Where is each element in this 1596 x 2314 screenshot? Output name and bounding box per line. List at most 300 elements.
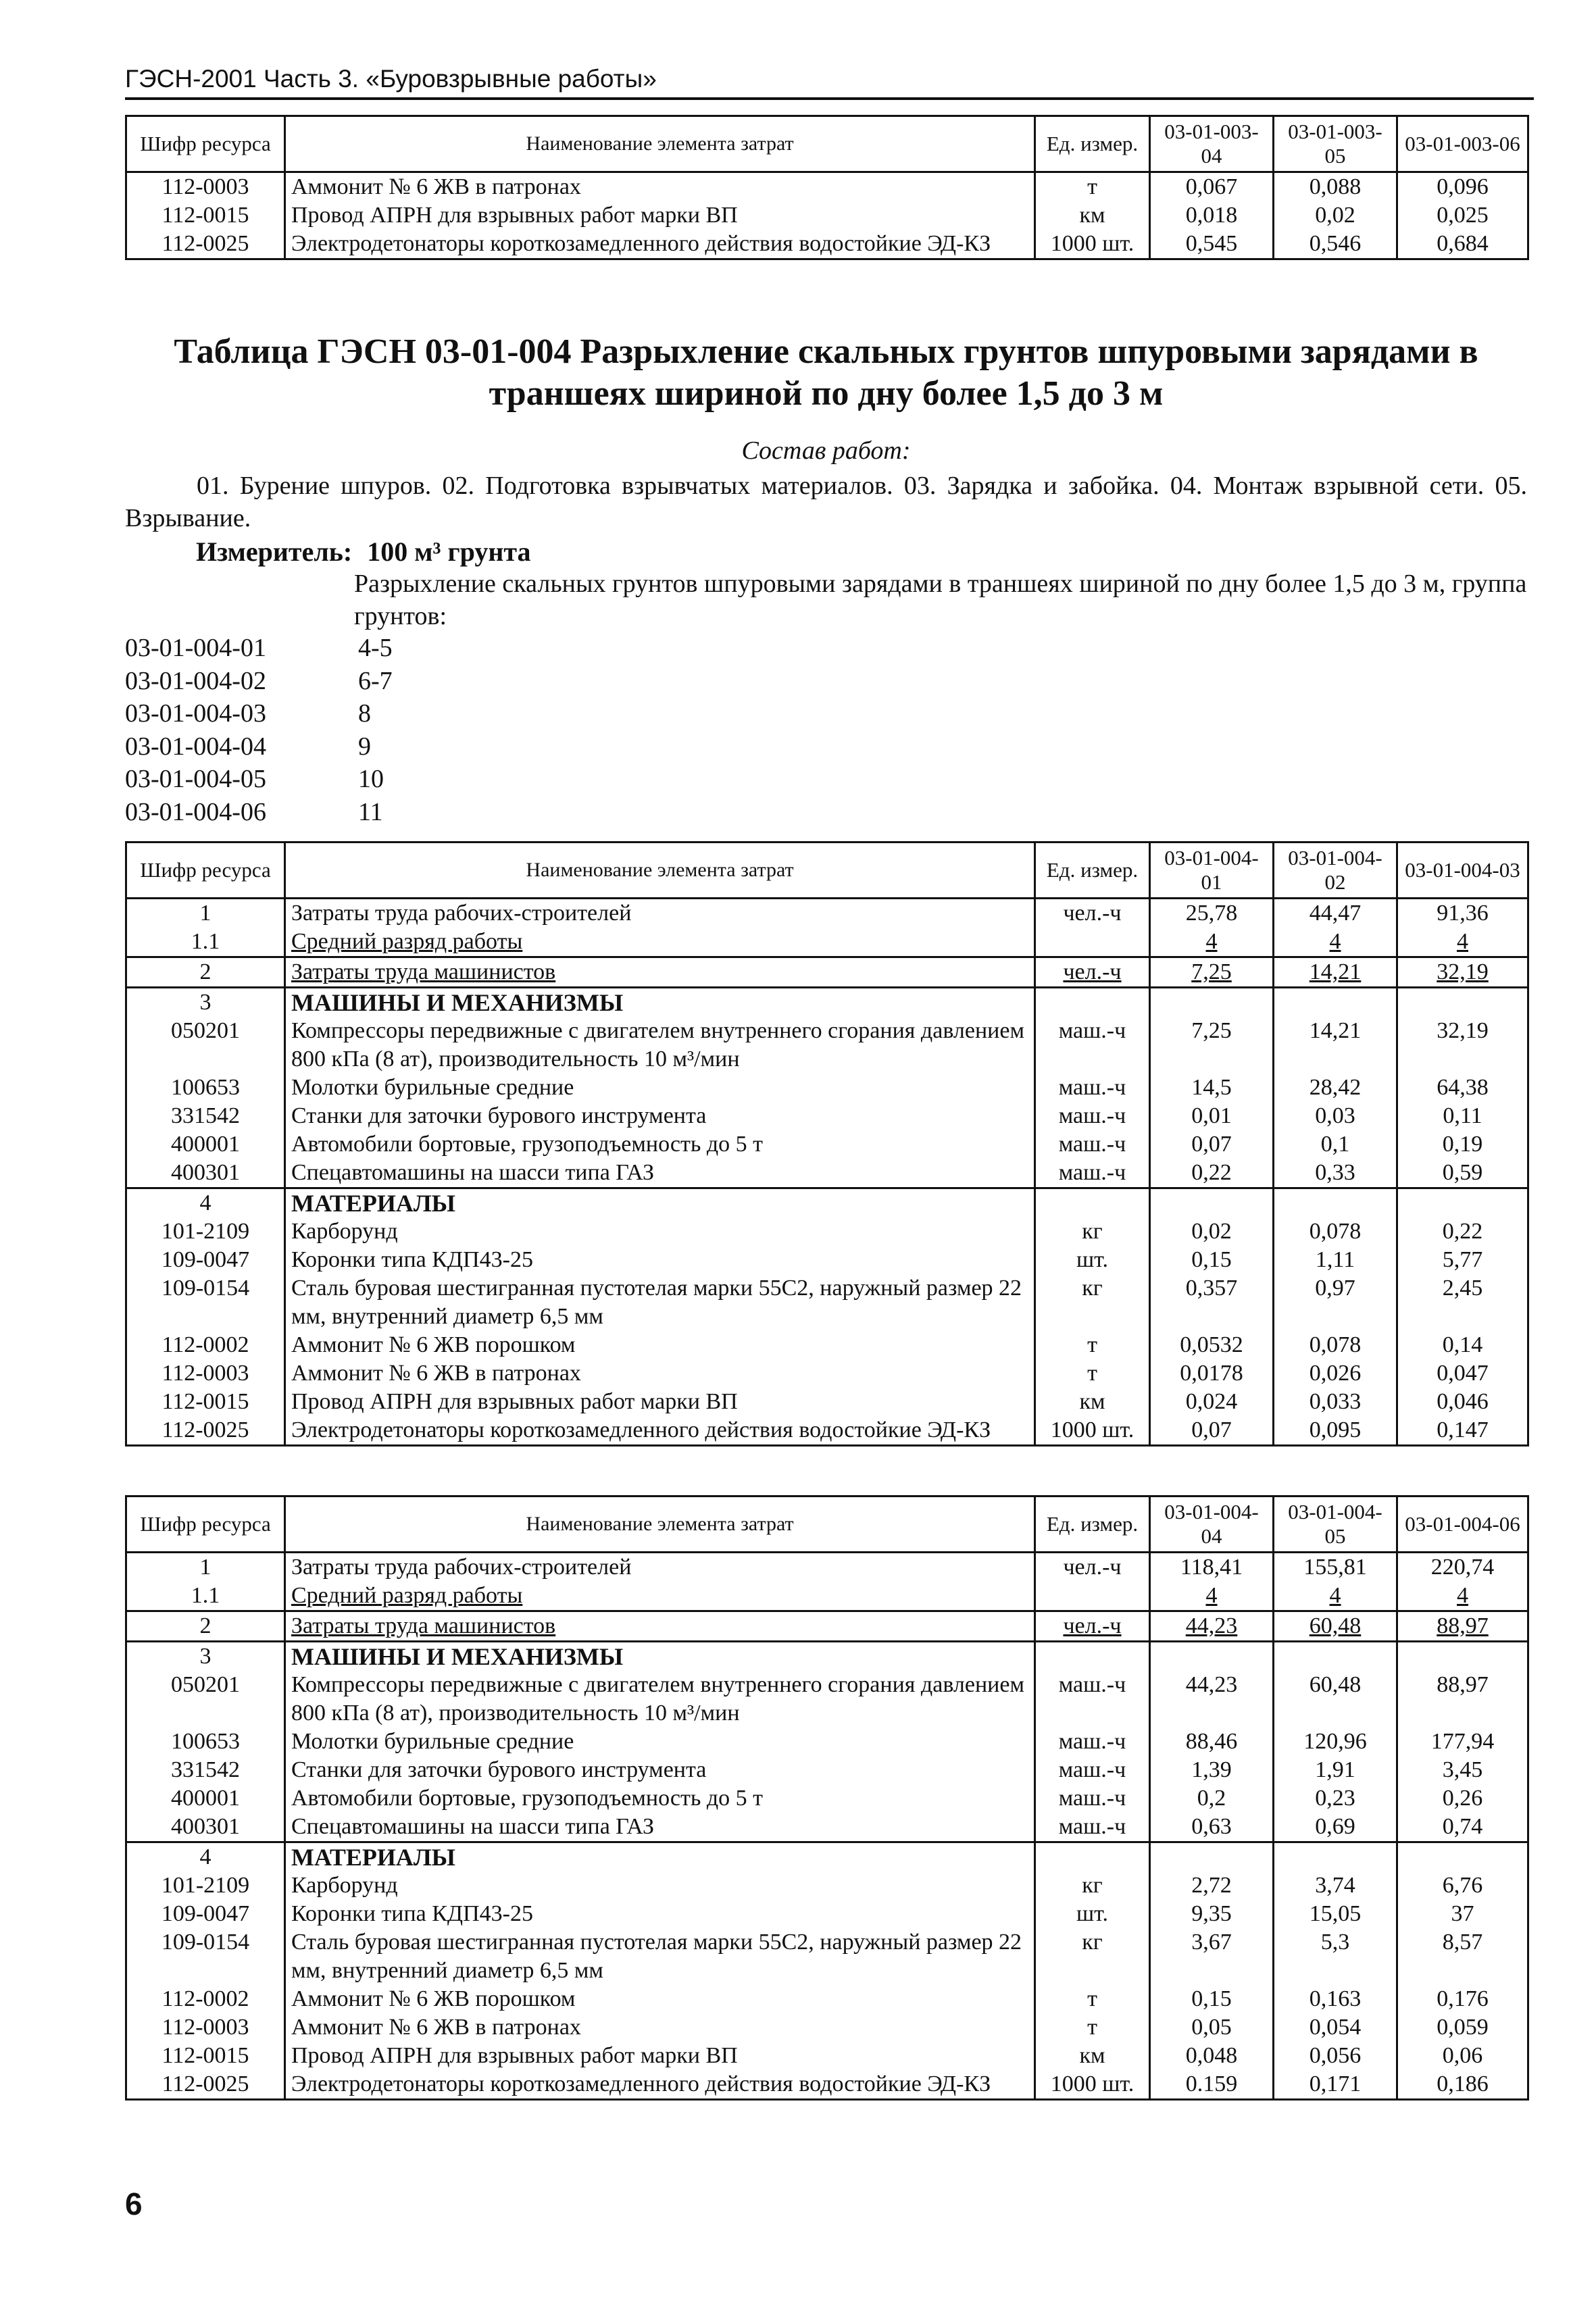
norm-value: 4 <box>1150 928 1274 957</box>
resource-name: Аммонит № 6 ЖВ порошком <box>285 1331 1035 1359</box>
resource-unit: т <box>1035 172 1150 202</box>
norm-value: 44,23 <box>1150 1611 1274 1642</box>
table-row <box>126 1928 1528 1985</box>
resource-unit: 1000 шт. <box>1035 1416 1150 1446</box>
resource-code: 400301 <box>126 1813 285 1842</box>
norm-value: 37 <box>1397 1900 1528 1928</box>
norm-value: 0,23 <box>1274 1784 1397 1813</box>
table-row <box>126 201 1528 230</box>
resource-unit <box>1035 1582 1150 1611</box>
table-row <box>126 1728 1528 1756</box>
norm-value: 0,684 <box>1397 230 1528 259</box>
resource-name: Автомобили бортовые, грузоподъемность до 5 т <box>285 1130 1035 1159</box>
table-row <box>126 1359 1528 1388</box>
resource-code: 112-0025 <box>126 230 285 259</box>
norm-value: 0,024 <box>1150 1388 1274 1416</box>
norm-value: 14,21 <box>1274 1017 1397 1074</box>
norm-value: 0,05 <box>1150 2013 1274 2042</box>
table-row <box>126 1871 1528 1900</box>
resource-name: Аммонит № 6 ЖВ порошком <box>285 1985 1035 2013</box>
resource-name: Средний разряд работы <box>285 928 1035 957</box>
soil-group-row <box>125 730 393 763</box>
norm-value: 1,39 <box>1150 1756 1274 1784</box>
resource-code: 109-0047 <box>126 1900 285 1928</box>
resource-name: Электродетонаторы короткозамедленного действия водостойкие ЭД-КЗ <box>285 2070 1035 2100</box>
resource-unit: т <box>1035 1331 1150 1359</box>
norm-value: 44,23 <box>1150 1671 1274 1728</box>
measure-value: 100 м³ грунта <box>367 536 531 567</box>
table-row <box>126 1217 1528 1246</box>
resource-name: Аммонит № 6 ЖВ в патронах <box>285 1359 1035 1388</box>
resource-code: 100653 <box>126 1074 285 1102</box>
resource-code: 112-0003 <box>126 172 285 202</box>
soil-group-row <box>125 796 393 829</box>
norm-value: 0,63 <box>1150 1813 1274 1842</box>
norm-value <box>1274 1842 1397 1872</box>
norm-value: 28,42 <box>1274 1074 1397 1102</box>
header-name: Наименование элемента затрат <box>285 116 1035 172</box>
norm-value: 0,02 <box>1150 1217 1274 1246</box>
norm-value: 4 <box>1274 1582 1397 1611</box>
soil-group: 10 <box>358 765 384 793</box>
table-row <box>126 928 1528 957</box>
resource-code: 400001 <box>126 1784 285 1813</box>
norm-value: 0,046 <box>1397 1388 1528 1416</box>
measure-line <box>196 536 531 568</box>
header-col-3: 03-01-003-06 <box>1397 116 1528 172</box>
resource-name: Электродетонаторы короткозамедленного действия водостойкие ЭД-КЗ <box>285 230 1035 259</box>
norm-value: 0,163 <box>1274 1985 1397 2013</box>
norm-value: 0,096 <box>1397 172 1528 202</box>
table-row <box>126 172 1528 202</box>
resource-code: 101-2109 <box>126 1871 285 1900</box>
resource-code: 2 <box>126 1611 285 1642</box>
table-row <box>126 988 1528 1017</box>
resource-name: МАШИНЫ И МЕХАНИЗМЫ <box>285 988 1035 1017</box>
resource-unit <box>1035 988 1150 1017</box>
header-col-3: 03-01-004-06 <box>1397 1496 1528 1553</box>
header-unit: Ед. измер. <box>1035 842 1150 899</box>
table-row <box>126 2013 1528 2042</box>
norm-value: 44,47 <box>1274 899 1397 928</box>
norm-value <box>1397 1642 1528 1671</box>
soil-group-row <box>125 665 393 698</box>
norm-value <box>1150 1642 1274 1671</box>
resource-unit <box>1035 1642 1150 1671</box>
header-col-1: 03-01-004-04 <box>1150 1496 1274 1553</box>
resource-code: 101-2109 <box>126 1217 285 1246</box>
resource-unit: кг <box>1035 1274 1150 1331</box>
norm-value: 0,11 <box>1397 1102 1528 1130</box>
norm-value: 0,025 <box>1397 201 1528 230</box>
norm-value: 0,047 <box>1397 1359 1528 1388</box>
header-col-1: 03-01-004-01 <box>1150 842 1274 899</box>
resource-unit: км <box>1035 201 1150 230</box>
resource-unit: кг <box>1035 1928 1150 1985</box>
resource-name: Аммонит № 6 ЖВ в патронах <box>285 172 1035 202</box>
norm-code: 03-01-004-04 <box>125 732 266 761</box>
resource-unit: кг <box>1035 1871 1150 1900</box>
resource-name: Аммонит № 6 ЖВ в патронах <box>285 2013 1035 2042</box>
norm-value: 4 <box>1274 928 1397 957</box>
norm-value: 0,147 <box>1397 1416 1528 1446</box>
header-name: Наименование элемента затрат <box>285 1496 1035 1553</box>
norm-value: 0,033 <box>1274 1388 1397 1416</box>
table-row <box>126 899 1528 928</box>
norm-value: 0,078 <box>1274 1217 1397 1246</box>
norm-value: 3,74 <box>1274 1871 1397 1900</box>
measure-label: Измеритель: <box>196 536 353 567</box>
table-row <box>126 1900 1528 1928</box>
norm-value: 177,94 <box>1397 1728 1528 1756</box>
resource-unit: шт. <box>1035 1246 1150 1274</box>
resource-name: Провод АПРН для взрывных работ марки ВП <box>285 201 1035 230</box>
norm-value: 0,74 <box>1397 1813 1528 1842</box>
resource-code: 100653 <box>126 1728 285 1756</box>
norm-value: 6,76 <box>1397 1871 1528 1900</box>
resource-name: Затраты труда машинистов <box>285 1611 1035 1642</box>
soil-group: 6-7 <box>358 666 393 695</box>
resource-unit: маш.-ч <box>1035 1102 1150 1130</box>
resource-unit: км <box>1035 2042 1150 2070</box>
table-title: Таблица ГЭСН 03-01-004 Разрыхление скальных грунтов шпуровыми зарядами в траншеях шириной по дну более 1,5 до 3 м <box>174 332 1478 413</box>
norm-value <box>1274 1188 1397 1218</box>
table-row <box>126 1582 1528 1611</box>
norm-value: 0,088 <box>1274 172 1397 202</box>
resource-code: 4 <box>126 1188 285 1218</box>
norm-value: 0,02 <box>1274 201 1397 230</box>
resource-name: Электродетонаторы короткозамедленного действия водостойкие ЭД-КЗ <box>285 1416 1035 1446</box>
table-row <box>126 2042 1528 2070</box>
resource-code: 3 <box>126 988 285 1017</box>
header-code: Шифр ресурса <box>126 842 285 899</box>
table-row <box>126 1246 1528 1274</box>
norm-value: 0.159 <box>1150 2070 1274 2100</box>
norm-value <box>1274 1642 1397 1671</box>
table-row <box>126 1553 1528 1582</box>
norm-value: 0,06 <box>1397 2042 1528 2070</box>
resource-unit: маш.-ч <box>1035 1784 1150 1813</box>
norm-value <box>1150 988 1274 1017</box>
resource-name: Спецавтомашины на шасси типа ГАЗ <box>285 1159 1035 1188</box>
norm-value: 0,33 <box>1274 1159 1397 1188</box>
header-col-3: 03-01-004-03 <box>1397 842 1528 899</box>
resource-code: 112-0015 <box>126 2042 285 2070</box>
norm-value: 0,2 <box>1150 1784 1274 1813</box>
norm-value: 60,48 <box>1274 1611 1397 1642</box>
resource-code: 112-0002 <box>126 1331 285 1359</box>
page-number: 6 <box>125 2186 143 2221</box>
norm-value: 0,059 <box>1397 2013 1528 2042</box>
norm-code: 03-01-004-06 <box>125 797 266 826</box>
resource-code: 112-0002 <box>126 1985 285 2013</box>
norm-value: 0,07 <box>1150 1130 1274 1159</box>
resource-unit: маш.-ч <box>1035 1159 1150 1188</box>
resource-unit: т <box>1035 1985 1150 2013</box>
norm-value: 0,14 <box>1397 1331 1528 1359</box>
soil-group-list <box>125 632 393 828</box>
norm-value: 0,69 <box>1274 1813 1397 1842</box>
resource-unit <box>1035 928 1150 957</box>
table-row <box>126 1388 1528 1416</box>
resource-code: 3 <box>126 1642 285 1671</box>
resource-name: Затраты труда машинистов <box>285 957 1035 988</box>
norm-code: 03-01-004-05 <box>125 765 266 793</box>
norm-value: 4 <box>1397 928 1528 957</box>
resource-unit: 1000 шт. <box>1035 2070 1150 2100</box>
norm-value: 0,054 <box>1274 2013 1397 2042</box>
resource-name: МАШИНЫ И МЕХАНИЗМЫ <box>285 1642 1035 1671</box>
soil-group: 4-5 <box>358 634 393 662</box>
table-row <box>126 2070 1528 2100</box>
header-col-2: 03-01-003-05 <box>1274 116 1397 172</box>
norm-value: 0,056 <box>1274 2042 1397 2070</box>
header-col-1: 03-01-003-04 <box>1150 116 1274 172</box>
norm-value: 5,3 <box>1274 1928 1397 1985</box>
resource-name: Карборунд <box>285 1217 1035 1246</box>
table-row <box>126 1130 1528 1159</box>
norm-value: 4 <box>1397 1582 1528 1611</box>
resource-name: Компрессоры передвижные с двигателем внутреннего сгорания давлением 800 кПа (8 ат), производительность 10 м³/мин <box>285 1671 1035 1728</box>
norm-value: 7,25 <box>1150 1017 1274 1074</box>
norm-value: 0,01 <box>1150 1102 1274 1130</box>
norm-value: 0,026 <box>1274 1359 1397 1388</box>
resource-unit: чел.-ч <box>1035 899 1150 928</box>
norm-value: 0,59 <box>1397 1159 1528 1188</box>
norm-value: 3,67 <box>1150 1928 1274 1985</box>
table-row <box>126 1784 1528 1813</box>
norm-value: 4 <box>1150 1582 1274 1611</box>
norm-code: 03-01-004-02 <box>125 666 266 695</box>
resource-name: Автомобили бортовые, грузоподъемность до 5 т <box>285 1784 1035 1813</box>
soil-group: 9 <box>358 732 371 761</box>
norm-code: 03-01-004-03 <box>125 699 266 728</box>
header-col-2: 03-01-004-05 <box>1274 1496 1397 1553</box>
table-row <box>126 1274 1528 1331</box>
resource-code: 400301 <box>126 1159 285 1188</box>
norm-value <box>1150 1842 1274 1872</box>
norm-value: 0,546 <box>1274 230 1397 259</box>
resource-unit: маш.-ч <box>1035 1728 1150 1756</box>
norm-value: 0,0178 <box>1150 1359 1274 1388</box>
resource-code: 400001 <box>126 1130 285 1159</box>
resource-code: 1.1 <box>126 928 285 957</box>
resource-code: 2 <box>126 957 285 988</box>
resource-name: Средний разряд работы <box>285 1582 1035 1611</box>
resource-unit <box>1035 1842 1150 1872</box>
resource-unit: маш.-ч <box>1035 1074 1150 1102</box>
header-col-2: 03-01-004-02 <box>1274 842 1397 899</box>
resource-unit: т <box>1035 1359 1150 1388</box>
resource-code: 1 <box>126 1553 285 1582</box>
header-unit: Ед. измер. <box>1035 1496 1150 1553</box>
resource-name: Провод АПРН для взрывных работ марки ВП <box>285 2042 1035 2070</box>
resource-name: Затраты труда рабочих-строителей <box>285 1553 1035 1582</box>
resource-name: Молотки бурильные средние <box>285 1728 1035 1756</box>
resource-unit: т <box>1035 2013 1150 2042</box>
norm-value: 9,35 <box>1150 1900 1274 1928</box>
norm-value <box>1397 1842 1528 1872</box>
norm-value: 0,97 <box>1274 1274 1397 1331</box>
norm-value: 0,1 <box>1274 1130 1397 1159</box>
resource-name: Спецавтомашины на шасси типа ГАЗ <box>285 1813 1035 1842</box>
resource-unit: чел.-ч <box>1035 1611 1150 1642</box>
norm-value: 60,48 <box>1274 1671 1397 1728</box>
norm-value: 5,77 <box>1397 1246 1528 1274</box>
norm-value: 0,03 <box>1274 1102 1397 1130</box>
table-row <box>126 230 1528 259</box>
resource-code: 112-0025 <box>126 1416 285 1446</box>
resource-unit: чел.-ч <box>1035 1553 1150 1582</box>
resource-name: МАТЕРИАЛЫ <box>285 1842 1035 1872</box>
norm-value: 0,19 <box>1397 1130 1528 1159</box>
norm-value <box>1150 1188 1274 1218</box>
resource-unit: кг <box>1035 1217 1150 1246</box>
soil-group: 11 <box>358 797 383 826</box>
resource-code: 331542 <box>126 1102 285 1130</box>
resource-name: Станки для заточки бурового инструмента <box>285 1756 1035 1784</box>
norm-value: 0,0532 <box>1150 1331 1274 1359</box>
resource-unit: чел.-ч <box>1035 957 1150 988</box>
norm-value: 0,22 <box>1150 1159 1274 1188</box>
resource-name: Коронки типа КДП43-25 <box>285 1900 1035 1928</box>
header-unit: Ед. измер. <box>1035 116 1150 172</box>
resource-name: Компрессоры передвижные с двигателем внутреннего сгорания давлением 800 кПа (8 ат), производительность 10 м³/мин <box>285 1017 1035 1074</box>
norm-value: 0,545 <box>1150 230 1274 259</box>
norm-value: 0,22 <box>1397 1217 1528 1246</box>
resource-unit: 1000 шт. <box>1035 230 1150 259</box>
norm-value: 1,11 <box>1274 1246 1397 1274</box>
composition-label: Состав работ: <box>741 436 911 465</box>
norm-value <box>1274 988 1397 1017</box>
resource-table-a <box>125 841 1529 1447</box>
norm-value: 0,15 <box>1150 1985 1274 2013</box>
norm-value: 0,176 <box>1397 1985 1528 2013</box>
norm-value: 91,36 <box>1397 899 1528 928</box>
table-row <box>126 1842 1528 1872</box>
norm-value: 155,81 <box>1274 1553 1397 1582</box>
norm-value: 0,095 <box>1274 1416 1397 1446</box>
resource-code: 109-0154 <box>126 1928 285 1985</box>
table-row <box>126 1642 1528 1671</box>
resource-name: Коронки типа КДП43-25 <box>285 1246 1035 1274</box>
norm-value: 32,19 <box>1397 957 1528 988</box>
norm-value: 3,45 <box>1397 1756 1528 1784</box>
header-name: Наименование элемента затрат <box>285 842 1035 899</box>
resource-name: Провод АПРН для взрывных работ марки ВП <box>285 1388 1035 1416</box>
norm-value: 0,186 <box>1397 2070 1528 2100</box>
norm-description: Разрыхление скальных грунтов шпуровыми зарядами в траншеях шириной по дну более 1,5 до 3 м, группа грунтов: <box>354 570 1527 630</box>
table-row <box>126 1813 1528 1842</box>
resource-code: 112-0003 <box>126 2013 285 2042</box>
resource-name: Карборунд <box>285 1871 1035 1900</box>
header-code: Шифр ресурса <box>126 116 285 172</box>
table-row <box>126 1331 1528 1359</box>
resource-unit: км <box>1035 1388 1150 1416</box>
norm-value: 15,05 <box>1274 1900 1397 1928</box>
table-row <box>126 1416 1528 1446</box>
running-header: ГЭСН-2001 Часть 3. «Буровзрывные работы» <box>125 65 1534 100</box>
resource-unit: маш.-ч <box>1035 1130 1150 1159</box>
header-code: Шифр ресурса <box>126 1496 285 1553</box>
resource-unit: маш.-ч <box>1035 1671 1150 1728</box>
soil-group: 8 <box>358 699 371 728</box>
resource-unit: маш.-ч <box>1035 1756 1150 1784</box>
resource-code: 112-0015 <box>126 201 285 230</box>
norm-value: 14,5 <box>1150 1074 1274 1102</box>
norm-value <box>1397 988 1528 1017</box>
norm-value: 0,357 <box>1150 1274 1274 1331</box>
norm-value: 1,91 <box>1274 1756 1397 1784</box>
table-row <box>126 1159 1528 1188</box>
table-row <box>126 1611 1528 1642</box>
norm-value: 64,38 <box>1397 1074 1528 1102</box>
composition-text: 01. Бурение шпуров. 02. Подготовка взрывчатых материалов. 03. Зарядка и забойка. 04. Монтаж взрывной сети. 05. Взрывание. <box>125 472 1527 532</box>
norm-value: 7,25 <box>1150 957 1274 988</box>
table-row <box>126 1671 1528 1728</box>
norm-value: 8,57 <box>1397 1928 1528 1985</box>
norm-value: 0,018 <box>1150 201 1274 230</box>
resource-name: Станки для заточки бурового инструмента <box>285 1102 1035 1130</box>
norm-value: 14,21 <box>1274 957 1397 988</box>
norm-value: 0,078 <box>1274 1331 1397 1359</box>
resource-code: 1 <box>126 899 285 928</box>
resource-name: МАТЕРИАЛЫ <box>285 1188 1035 1218</box>
resource-name: Молотки бурильные средние <box>285 1074 1035 1102</box>
norm-value: 88,97 <box>1397 1671 1528 1728</box>
resource-name: Затраты труда рабочих-строителей <box>285 899 1035 928</box>
resource-code: 112-0015 <box>126 1388 285 1416</box>
resource-unit <box>1035 1188 1150 1218</box>
norm-value <box>1397 1188 1528 1218</box>
norm-value: 2,72 <box>1150 1871 1274 1900</box>
resource-code: 050201 <box>126 1017 285 1074</box>
norm-value: 2,45 <box>1397 1274 1528 1331</box>
resource-code: 109-0154 <box>126 1274 285 1331</box>
norm-value: 32,19 <box>1397 1017 1528 1074</box>
norm-value: 88,46 <box>1150 1728 1274 1756</box>
resource-unit: маш.-ч <box>1035 1813 1150 1842</box>
norm-value: 0,048 <box>1150 2042 1274 2070</box>
resource-unit: шт. <box>1035 1900 1150 1928</box>
table-row <box>126 1756 1528 1784</box>
resource-name: Сталь буровая шестигранная пустотелая марки 55С2, наружный размер 22 мм, внутренний диаметр 6,5 мм <box>285 1274 1035 1331</box>
soil-group-row <box>125 697 393 730</box>
norm-value: 0,171 <box>1274 2070 1397 2100</box>
norm-value: 88,97 <box>1397 1611 1528 1642</box>
resource-code: 4 <box>126 1842 285 1872</box>
table-row <box>126 1017 1528 1074</box>
resource-table-b <box>125 1495 1529 2101</box>
resource-code: 112-0025 <box>126 2070 285 2100</box>
resource-code: 112-0003 <box>126 1359 285 1388</box>
table-row <box>126 1985 1528 2013</box>
norm-value: 118,41 <box>1150 1553 1274 1582</box>
table-row <box>126 1102 1528 1130</box>
table-row <box>126 957 1528 988</box>
resource-code: 050201 <box>126 1671 285 1728</box>
norm-value: 0,15 <box>1150 1246 1274 1274</box>
resource-code: 109-0047 <box>126 1246 285 1274</box>
norm-value: 0,26 <box>1397 1784 1528 1813</box>
resource-code: 1.1 <box>126 1582 285 1611</box>
resource-table-prev <box>125 115 1529 260</box>
norm-code: 03-01-004-01 <box>125 634 266 662</box>
resource-code: 331542 <box>126 1756 285 1784</box>
norm-value: 120,96 <box>1274 1728 1397 1756</box>
norm-value: 0,067 <box>1150 172 1274 202</box>
table-row <box>126 1074 1528 1102</box>
